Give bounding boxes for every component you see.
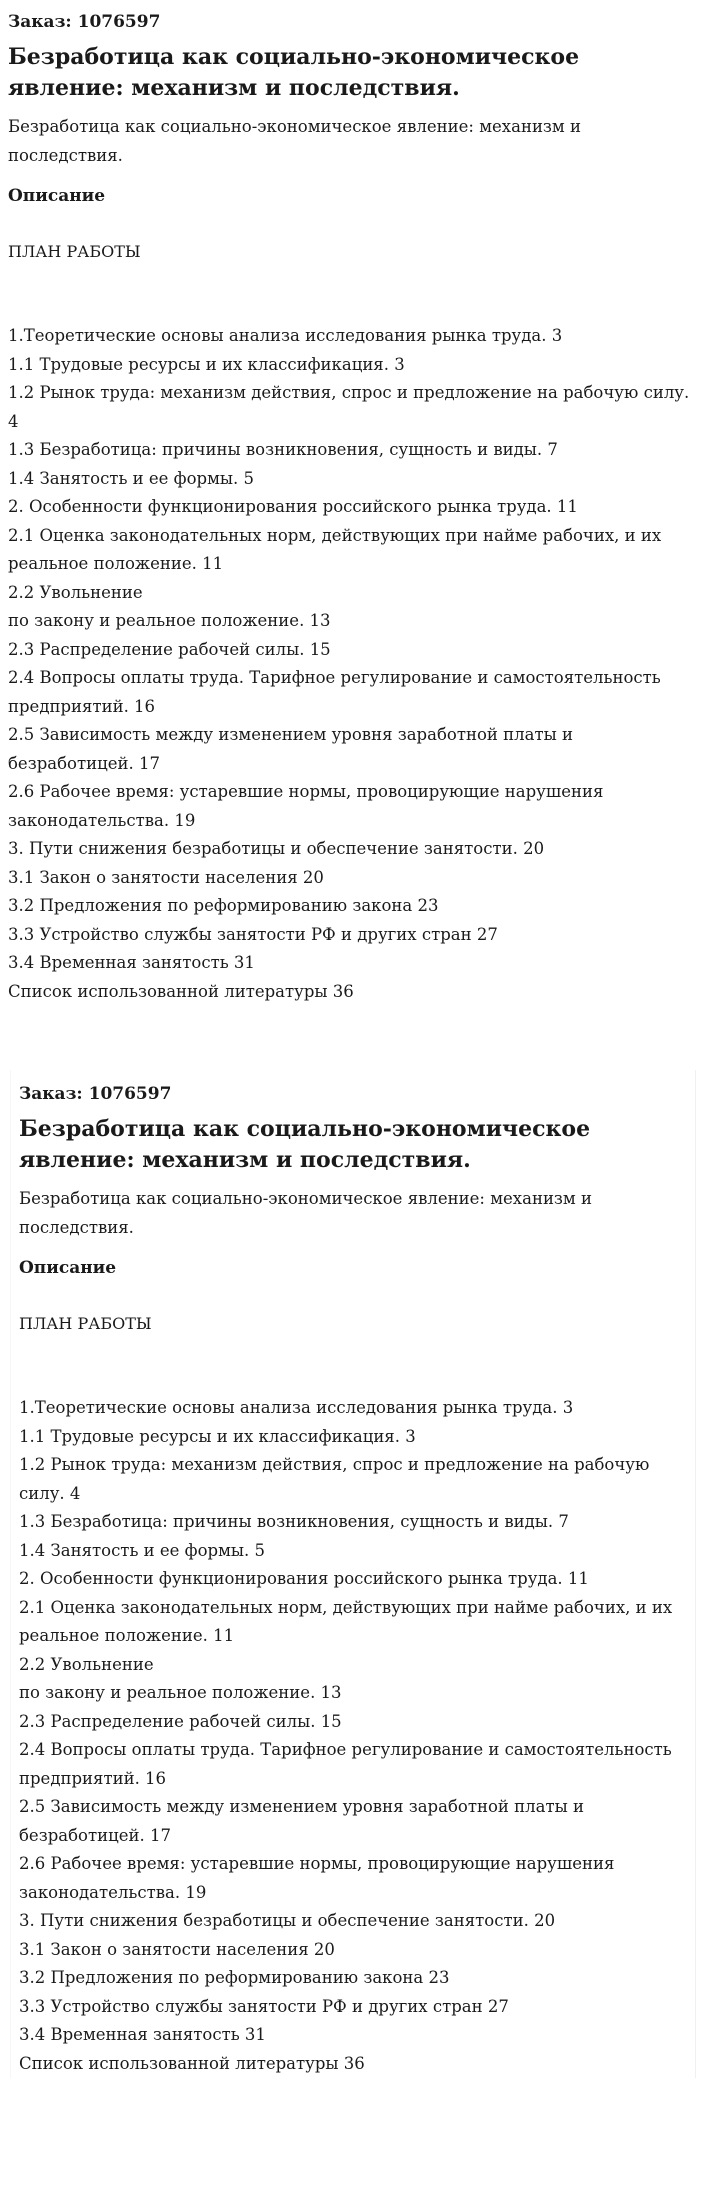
toc-item: 2.2 Увольнение [19, 1654, 154, 1674]
toc-item: 2.5 Зависимость между изменением уровня заработной платы и безработицей. 17 [8, 725, 573, 773]
order-card [0, 0, 701, 1006]
toc-item: 2.6 Рабочее время: устаревшие нормы, провоцирующие нарушения законодательства. 19 [19, 1854, 615, 1902]
toc-item: 1.1 Трудовые ресурсы и их классификация. 3 [19, 1426, 416, 1446]
description-heading: Описание [8, 186, 106, 206]
toc-item: 3.2 Предложения по реформированию закона 23 [19, 1968, 450, 1987]
order-number: Заказ: 1076597 [19, 1084, 172, 1104]
page-title: Безработица как социально-экономическое явление: механизм и последствия. [8, 44, 580, 101]
page-subtitle: Безработица как социально-экономическое явление: механизм и последствия. [8, 117, 582, 165]
toc-item: 1.1 Трудовые ресурсы и их классификация. 3 [8, 354, 405, 374]
toc-item: 1.2 Рынок труда: механизм действия, спрос и предложение на рабочую силу. 4 [19, 1455, 650, 1503]
order-number: Заказ: 1076597 [8, 12, 161, 32]
toc-item: 2.5 Зависимость между изменением уровня заработной платы и безработицей. 17 [19, 1797, 584, 1845]
order-card-duplicate [10, 1070, 696, 2078]
toc-item: 3. Пути снижения безработицы и обеспечение занятости. 20 [19, 1911, 556, 1930]
toc-item: 2.4 Вопросы оплаты труда. Тарифное регулирование и самостоятельность предприятий. 16 [8, 668, 661, 716]
toc-item: 3.4 Временная занятость 31 [19, 2025, 266, 2044]
toc-item: 3.1 Закон о занятости населения 20 [8, 867, 324, 887]
toc-item: 2.4 Вопросы оплаты труда. Тарифное регулирование и самостоятельность предприятий. 16 [19, 1740, 672, 1788]
toc-item: Список использованной литературы 36 [8, 981, 354, 1001]
toc-item: 3.1 Закон о занятости населения 20 [19, 1939, 335, 1959]
toc-item: 1.2 Рынок труда: механизм действия, спрос и предложение на рабочую силу. 4 [8, 383, 690, 431]
toc-item: 3.4 Временная занятость 31 [8, 953, 255, 972]
toc-item: 2. Особенности функционирования российского рынка труда. 11 [8, 497, 578, 516]
toc-item: 3.3 Устройство службы занятости РФ и других стран 27 [8, 924, 498, 944]
table-of-contents [8, 322, 693, 1006]
toc-item: 3.2 Предложения по реформированию закона 23 [8, 896, 439, 915]
toc-item: Список использованной литературы 36 [19, 2053, 365, 2073]
table-of-contents [19, 1394, 687, 2078]
plan-heading: ПЛАН РАБОТЫ [19, 1314, 152, 1333]
toc-item: 2.3 Распределение рабочей силы. 15 [8, 639, 331, 659]
toc-item: 1.Теоретические основы анализа исследования рынка труда. 3 [19, 1398, 574, 1417]
toc-item: 2.2 Увольнение [8, 582, 143, 602]
toc-item: 1.3 Безработица: причины возникновения, сущность и виды. 7 [8, 440, 558, 459]
toc-item: 1.4 Занятость и ее формы. 5 [19, 1540, 266, 1560]
toc-item: 3. Пути снижения безработицы и обеспечение занятости. 20 [8, 839, 545, 858]
plan-heading: ПЛАН РАБОТЫ [8, 242, 141, 261]
description-heading: Описание [19, 1258, 117, 1278]
toc-item: по закону и реальное положение. 13 [19, 1683, 342, 1702]
toc-item: 1.Теоретические основы анализа исследования рынка труда. 3 [8, 326, 563, 345]
toc-item: 2. Особенности функционирования российского рынка труда. 11 [19, 1569, 589, 1588]
toc-item: 2.1 Оценка законодательных норм, действующих при найме рабочих, и их реальное положение. 11 [19, 1597, 673, 1645]
toc-item: 1.4 Занятость и ее формы. 5 [8, 468, 255, 488]
toc-item: по закону и реальное положение. 13 [8, 611, 331, 630]
toc-item: 1.3 Безработица: причины возникновения, сущность и виды. 7 [19, 1512, 569, 1531]
page-title: Безработица как социально-экономическое явление: механизм и последствия. [19, 1116, 591, 1173]
toc-item: 3.3 Устройство службы занятости РФ и других стран 27 [19, 1996, 509, 2016]
toc-item: 2.1 Оценка законодательных норм, действующих при найме рабочих, и их реальное положение. 11 [8, 525, 662, 573]
page-subtitle: Безработица как социально-экономическое явление: механизм и последствия. [19, 1189, 593, 1237]
toc-item: 2.3 Распределение рабочей силы. 15 [19, 1711, 342, 1731]
toc-item: 2.6 Рабочее время: устаревшие нормы, провоцирующие нарушения законодательства. 19 [8, 782, 604, 830]
